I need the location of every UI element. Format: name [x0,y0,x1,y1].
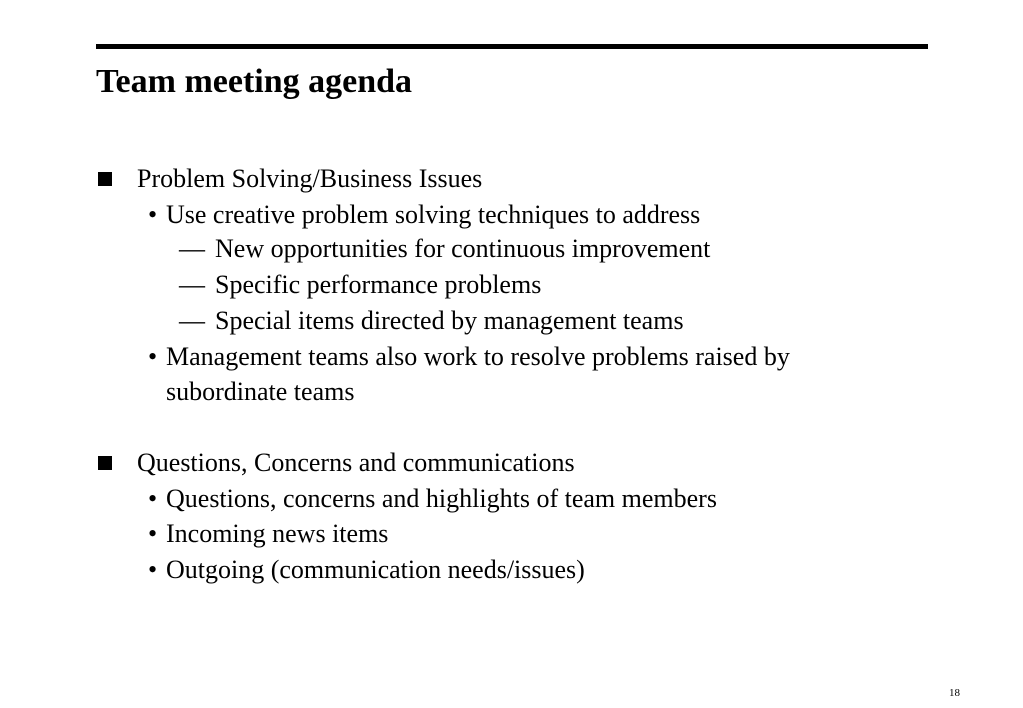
sub-list-item: Special items directed by management teams [215,306,684,335]
list-item: Use creative problem solving techniques to address [166,200,701,229]
section-heading-questions: Questions, Concerns and communications [137,448,575,477]
list-item: Management teams also work to resolve problems raised by [166,342,790,371]
list-item: Outgoing (communication needs/issues) [166,555,585,584]
bullet-icon: • [148,484,158,513]
bullet-icon: • [148,342,158,371]
title-rule [96,44,928,49]
bullet-icon: • [148,555,158,584]
list-item: Questions, concerns and highlights of team members [166,484,717,513]
dash-icon: — [179,234,205,263]
page-number: 18 [949,687,960,699]
sub-list-item: New opportunities for continuous improvement [215,234,711,263]
list-item: Incoming news items [166,519,389,548]
bullet-icon: • [148,200,158,229]
list-item-continuation: subordinate teams [166,377,355,406]
bullet-icon: • [148,519,158,548]
sub-list-item: Specific performance problems [215,270,542,299]
square-bullet-icon [98,172,112,186]
dash-icon: — [179,270,205,299]
square-bullet-icon [98,456,112,470]
section-heading-problem-solving: Problem Solving/Business Issues [137,164,483,193]
dash-icon: — [179,306,205,335]
slide-title: Team meeting agenda [96,63,413,100]
